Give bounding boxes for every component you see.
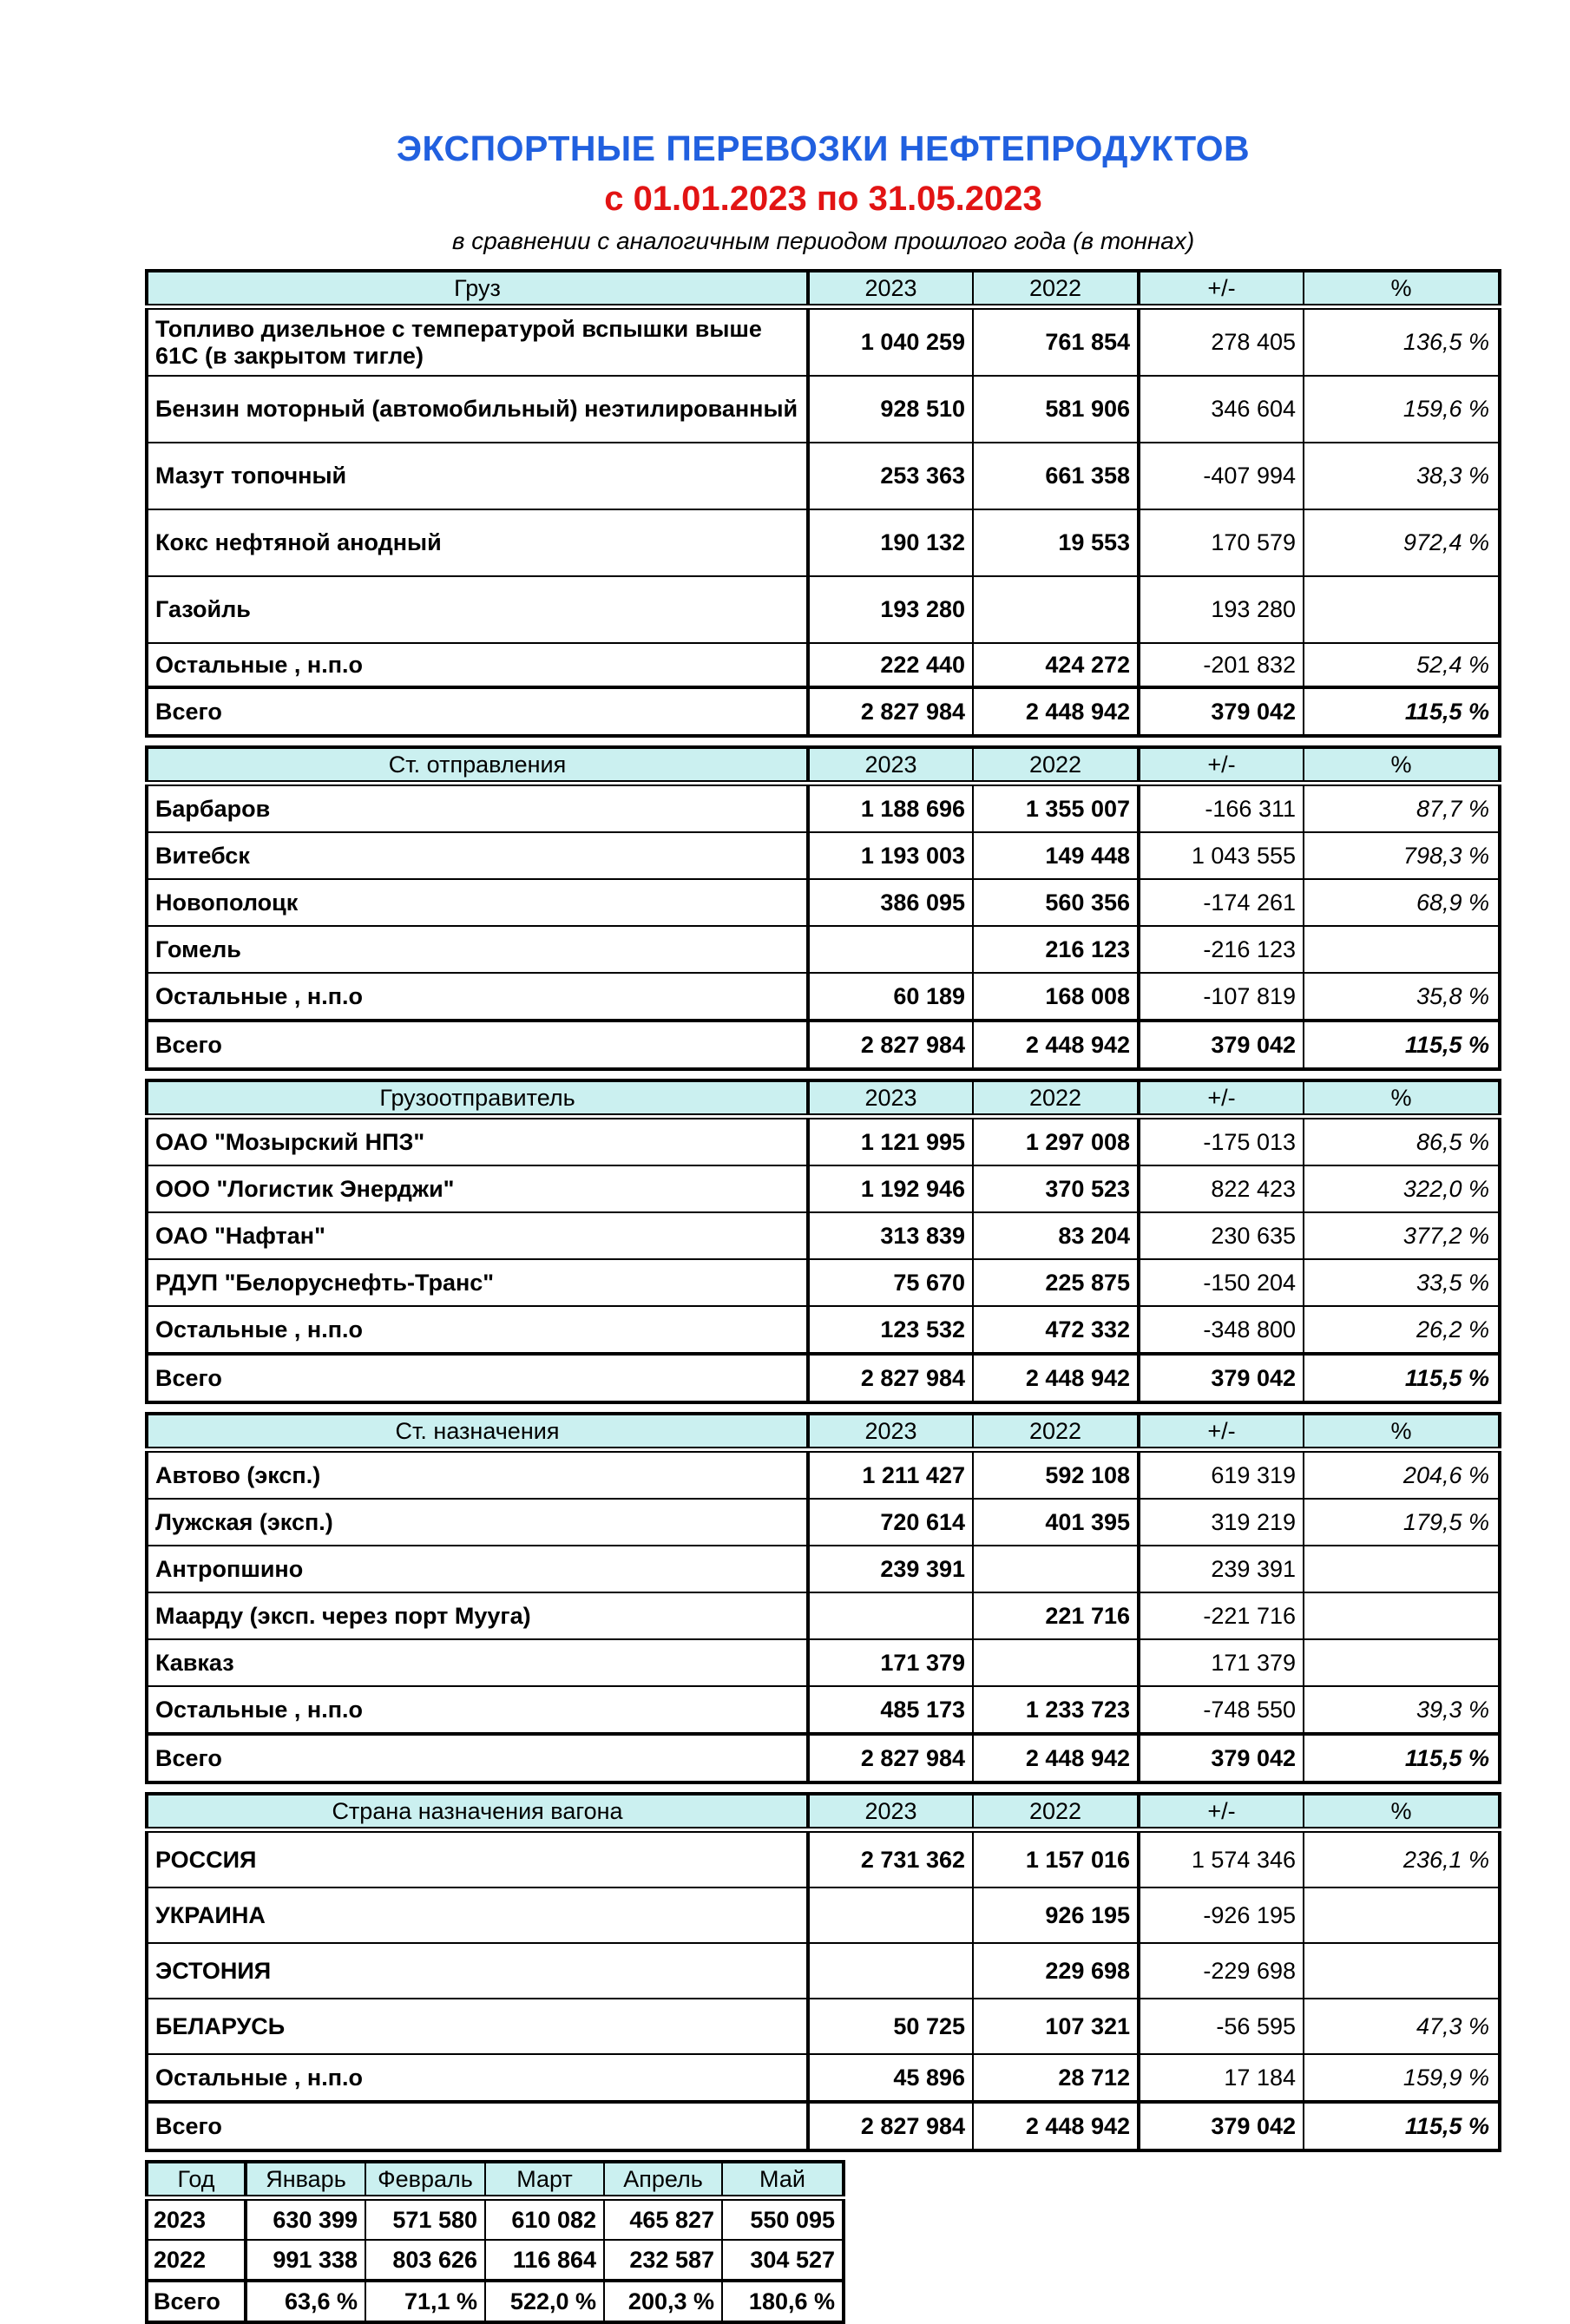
column-header: Грузоотправитель [147, 1080, 808, 1117]
cargo-table [145, 269, 1501, 738]
cell: ОАО "Нафтан" [147, 1212, 808, 1259]
cell: 170 579 [1139, 509, 1304, 576]
table-row [147, 1686, 1500, 1734]
column-header: 2022 [973, 747, 1139, 784]
cell: 2022 [147, 2240, 246, 2281]
cell: 2 448 942 [973, 1021, 1139, 1069]
cell [973, 1546, 1139, 1592]
cell: Новополоцк [147, 879, 808, 926]
column-header: +/- [1139, 1080, 1304, 1117]
cell: 304 527 [722, 2240, 844, 2281]
cell: Всего [147, 2281, 246, 2322]
cell: 17 184 [1139, 2054, 1304, 2102]
cell: 171 379 [808, 1639, 973, 1686]
total-row [147, 1734, 1500, 1782]
cell: 2023 [147, 2198, 246, 2241]
cell: 278 405 [1139, 307, 1304, 377]
cell: Кокс нефтяной анодный [147, 509, 808, 576]
cell: УКРАИНА [147, 1887, 808, 1943]
total-row [147, 2281, 844, 2322]
cell: 60 189 [808, 973, 973, 1021]
destination-station-table [145, 1412, 1501, 1784]
report-page [145, 0, 1501, 2324]
cell: 52,4 % [1304, 643, 1500, 687]
cell: 45 896 [808, 2054, 973, 2102]
cell: 313 839 [808, 1212, 973, 1259]
cell: 50 725 [808, 1999, 973, 2054]
cell: 136,5 % [1304, 307, 1500, 377]
cell: 71,1 % [365, 2281, 485, 2322]
cell: 171 379 [1139, 1639, 1304, 1686]
cell: 236,1 % [1304, 1830, 1500, 1888]
cell: 581 906 [973, 376, 1139, 443]
table-row [147, 1499, 1500, 1546]
column-header: % [1304, 1794, 1500, 1830]
table-header-row [147, 2162, 844, 2198]
cell: 216 123 [973, 926, 1139, 973]
cell: Автово (эксп.) [147, 1450, 808, 1500]
cell: 592 108 [973, 1450, 1139, 1500]
cell: 928 510 [808, 376, 973, 443]
cell: -166 311 [1139, 784, 1304, 833]
cell: Всего [147, 2102, 808, 2150]
cell: 179,5 % [1304, 1499, 1500, 1546]
table-header-row [147, 1414, 1500, 1450]
cell [1304, 926, 1500, 973]
cell [808, 1592, 973, 1639]
column-header: +/- [1139, 1794, 1304, 1830]
cell: Остальные , н.п.о [147, 973, 808, 1021]
cell: 193 280 [1139, 576, 1304, 643]
cell: 47,3 % [1304, 1999, 1500, 2054]
cell: 115,5 % [1304, 687, 1500, 736]
cell: 2 827 984 [808, 1021, 973, 1069]
cell: 991 338 [246, 2240, 365, 2281]
table-header-row [147, 271, 1500, 307]
cell: -221 716 [1139, 1592, 1304, 1639]
cell: 2 448 942 [973, 1354, 1139, 1402]
cell: 1 193 003 [808, 832, 973, 879]
table-row [147, 443, 1500, 509]
column-header: 2022 [973, 271, 1139, 307]
table-header-row [147, 1794, 1500, 1830]
table-row [147, 1450, 1500, 1500]
cell: 204,6 % [1304, 1450, 1500, 1500]
cell: 798,3 % [1304, 832, 1500, 879]
column-header: Апрель [604, 2162, 722, 2198]
cell: Топливо дизельное с температурой вспышки выше 61С (в закрытом тигле) [147, 307, 808, 377]
cell: 2 827 984 [808, 2102, 973, 2150]
cell: Остальные , н.п.о [147, 2054, 808, 2102]
cell [1304, 1639, 1500, 1686]
destination-country-table [145, 1792, 1501, 2152]
cell: 193 280 [808, 576, 973, 643]
cell: 322,0 % [1304, 1165, 1500, 1212]
cell: 379 042 [1139, 687, 1304, 736]
cell: Газойль [147, 576, 808, 643]
table-row [147, 1639, 1500, 1686]
table-row [147, 376, 1500, 443]
cell: -56 595 [1139, 1999, 1304, 2054]
table-header-row [147, 747, 1500, 784]
cell: Остальные , н.п.о [147, 1306, 808, 1354]
cell: -174 261 [1139, 879, 1304, 926]
cell: 63,6 % [246, 2281, 365, 2322]
cell: 115,5 % [1304, 1021, 1500, 1069]
table-row [147, 1117, 1500, 1166]
cell: 115,5 % [1304, 2102, 1500, 2150]
cell: 35,8 % [1304, 973, 1500, 1021]
cell [973, 576, 1139, 643]
cell: Всего [147, 1354, 808, 1402]
total-row [147, 1021, 1500, 1069]
cell: 239 391 [808, 1546, 973, 1592]
table-row [147, 1887, 1500, 1943]
table-row [147, 1830, 1500, 1888]
cell: 550 095 [722, 2198, 844, 2241]
cell: Антропшино [147, 1546, 808, 1592]
cell: 86,5 % [1304, 1117, 1500, 1166]
cell: 2 827 984 [808, 1354, 973, 1402]
cell: 1 192 946 [808, 1165, 973, 1212]
cell: 180,6 % [722, 2281, 844, 2322]
cell: 1 043 555 [1139, 832, 1304, 879]
column-header: 2023 [808, 1080, 973, 1117]
cell: Всего [147, 687, 808, 736]
cell [1304, 1887, 1500, 1943]
cell: Кавказ [147, 1639, 808, 1686]
table-row [147, 576, 1500, 643]
column-header: +/- [1139, 271, 1304, 307]
cell: 346 604 [1139, 376, 1304, 443]
cell: 2 731 362 [808, 1830, 973, 1888]
cell: Всего [147, 1021, 808, 1069]
cell: 168 008 [973, 973, 1139, 1021]
column-header: Страна назначения вагона [147, 1794, 808, 1830]
cell: 720 614 [808, 1499, 973, 1546]
cell [1304, 1943, 1500, 1999]
report-title: ЭКСПОРТНЫЕ ПЕРЕВОЗКИ НЕФТЕПРОДУКТОВ [396, 128, 1251, 168]
column-header: 2023 [808, 1794, 973, 1830]
cell: БЕЛАРУСЬ [147, 1999, 808, 2054]
cell: -748 550 [1139, 1686, 1304, 1734]
cell: 230 635 [1139, 1212, 1304, 1259]
cell: 370 523 [973, 1165, 1139, 1212]
table-row [147, 1259, 1500, 1306]
cell: 222 440 [808, 643, 973, 687]
cell: 386 095 [808, 879, 973, 926]
cell: -926 195 [1139, 1887, 1304, 1943]
cell: 1 233 723 [973, 1686, 1139, 1734]
cell: 571 580 [365, 2198, 485, 2241]
cell: Бензин моторный (автомобильный) неэтилированный [147, 376, 808, 443]
monthly-table [145, 2160, 845, 2324]
cell: Мазут топочный [147, 443, 808, 509]
cell: 560 356 [973, 879, 1139, 926]
cell: 39,3 % [1304, 1686, 1500, 1734]
table-row [147, 2198, 844, 2241]
cell: 2 827 984 [808, 687, 973, 736]
cell: -175 013 [1139, 1117, 1304, 1166]
cell: 159,9 % [1304, 2054, 1500, 2102]
cell: 2 448 942 [973, 687, 1139, 736]
column-header: 2022 [973, 1794, 1139, 1830]
table-row [147, 1306, 1500, 1354]
shipper-table [145, 1079, 1501, 1404]
cell: 803 626 [365, 2240, 485, 2281]
column-header: Груз [147, 271, 808, 307]
cell: Маарду (эксп. через порт Мууга) [147, 1592, 808, 1639]
cell: 19 553 [973, 509, 1139, 576]
cell: 26,2 % [1304, 1306, 1500, 1354]
table-row [147, 1999, 1500, 2054]
cell: 229 698 [973, 1943, 1139, 1999]
cell: -229 698 [1139, 1943, 1304, 1999]
cell: 630 399 [246, 2198, 365, 2241]
table-row [147, 307, 1500, 377]
cell: Барбаров [147, 784, 808, 833]
table-row [147, 1165, 1500, 1212]
cell: 239 391 [1139, 1546, 1304, 1592]
column-header: Март [485, 2162, 604, 2198]
column-header: Ст. отправления [147, 747, 808, 784]
cell: 1 211 427 [808, 1450, 973, 1500]
cell: 379 042 [1139, 1354, 1304, 1402]
cell: 1 574 346 [1139, 1830, 1304, 1888]
cell: 401 395 [973, 1499, 1139, 1546]
table-row [147, 1943, 1500, 1999]
cell: Лужская (эксп.) [147, 1499, 808, 1546]
cell: 1 157 016 [973, 1830, 1139, 1888]
table-row [147, 1546, 1500, 1592]
column-header: % [1304, 747, 1500, 784]
cell: 190 132 [808, 509, 973, 576]
total-row [147, 687, 1500, 736]
total-row [147, 2102, 1500, 2150]
cell: 75 670 [808, 1259, 973, 1306]
cell: 377,2 % [1304, 1212, 1500, 1259]
cell: Остальные , н.п.о [147, 1686, 808, 1734]
table-header-row [147, 1080, 1500, 1117]
cell: 379 042 [1139, 1021, 1304, 1069]
cell: 33,5 % [1304, 1259, 1500, 1306]
cell: 619 319 [1139, 1450, 1304, 1500]
cell: -216 123 [1139, 926, 1304, 973]
column-header: 2023 [808, 271, 973, 307]
table-row [147, 832, 1500, 879]
column-header: % [1304, 1414, 1500, 1450]
cell: Остальные , н.п.о [147, 643, 808, 687]
cell: 116 864 [485, 2240, 604, 2281]
cell: 661 358 [973, 443, 1139, 509]
table-row [147, 784, 1500, 833]
cell [808, 1943, 973, 1999]
cell: 253 363 [808, 443, 973, 509]
cell: 822 423 [1139, 1165, 1304, 1212]
cell: 1 355 007 [973, 784, 1139, 833]
table-row [147, 1212, 1500, 1259]
cell: 972,4 % [1304, 509, 1500, 576]
cell: РОССИЯ [147, 1830, 808, 1888]
cell: 1 121 995 [808, 1117, 973, 1166]
cell: 2 827 984 [808, 1734, 973, 1782]
cell: 465 827 [604, 2198, 722, 2241]
cell: 87,7 % [1304, 784, 1500, 833]
table-row [147, 973, 1500, 1021]
cell: 319 219 [1139, 1499, 1304, 1546]
cell: 28 712 [973, 2054, 1139, 2102]
cell: 424 272 [973, 643, 1139, 687]
cell: -348 800 [1139, 1306, 1304, 1354]
cell: 68,9 % [1304, 879, 1500, 926]
column-header: Январь [246, 2162, 365, 2198]
cell: -407 994 [1139, 443, 1304, 509]
cell: 472 332 [973, 1306, 1139, 1354]
total-row [147, 1354, 1500, 1402]
table-row [147, 2054, 1500, 2102]
cell: 522,0 % [485, 2281, 604, 2322]
cell: ООО "Логистик Энерджи" [147, 1165, 808, 1212]
column-header: Февраль [365, 2162, 485, 2198]
column-header: 2023 [808, 747, 973, 784]
cell: 200,3 % [604, 2281, 722, 2322]
cell: -107 819 [1139, 973, 1304, 1021]
column-header: 2022 [973, 1414, 1139, 1450]
cell [1304, 576, 1500, 643]
cell: -150 204 [1139, 1259, 1304, 1306]
cell: 485 173 [808, 1686, 973, 1734]
cell: 225 875 [973, 1259, 1139, 1306]
cell: 232 587 [604, 2240, 722, 2281]
cell: 159,6 % [1304, 376, 1500, 443]
cell [808, 1887, 973, 1943]
departure-station-table [145, 745, 1501, 1071]
cell: 761 854 [973, 307, 1139, 377]
cell [808, 926, 973, 973]
table-row [147, 643, 1500, 687]
cell: 221 716 [973, 1592, 1139, 1639]
cell: -201 832 [1139, 643, 1304, 687]
cell: Витебск [147, 832, 808, 879]
column-header: 2022 [973, 1080, 1139, 1117]
cell: 107 321 [973, 1999, 1139, 2054]
cell: 379 042 [1139, 1734, 1304, 1782]
cell: РДУП "Белоруснефть-Транс" [147, 1259, 808, 1306]
cell: 379 042 [1139, 2102, 1304, 2150]
cell: 1 297 008 [973, 1117, 1139, 1166]
table-row [147, 509, 1500, 576]
cell: 115,5 % [1304, 1734, 1500, 1782]
cell: 1 188 696 [808, 784, 973, 833]
column-header: Год [147, 2162, 246, 2198]
cell: 38,3 % [1304, 443, 1500, 509]
cell: ЭСТОНИЯ [147, 1943, 808, 1999]
cell: ОАО "Мозырский НПЗ" [147, 1117, 808, 1166]
column-header: % [1304, 271, 1500, 307]
column-header: Май [722, 2162, 844, 2198]
report-subtitle: в сравнении с аналогичным периодом прошлого года (в тоннах) [451, 227, 1195, 254]
cell: 2 448 942 [973, 2102, 1139, 2150]
cell [1304, 1592, 1500, 1639]
cell: 83 204 [973, 1212, 1139, 1259]
cell: 123 532 [808, 1306, 973, 1354]
column-header: +/- [1139, 747, 1304, 784]
cell: 115,5 % [1304, 1354, 1500, 1402]
cell: 610 082 [485, 2198, 604, 2241]
table-row [147, 926, 1500, 973]
cell: 926 195 [973, 1887, 1139, 1943]
cell: 2 448 942 [973, 1734, 1139, 1782]
column-header: 2023 [808, 1414, 973, 1450]
table-row [147, 879, 1500, 926]
report-period: с 01.01.2023 по 31.05.2023 [604, 180, 1042, 218]
cell: Гомель [147, 926, 808, 973]
cell: Всего [147, 1734, 808, 1782]
column-header: % [1304, 1080, 1500, 1117]
cell: 1 040 259 [808, 307, 973, 377]
cell [1304, 1546, 1500, 1592]
table-row [147, 1592, 1500, 1639]
table-row [147, 2240, 844, 2281]
column-header: Ст. назначения [147, 1414, 808, 1450]
cell: 149 448 [973, 832, 1139, 879]
cell [973, 1639, 1139, 1686]
column-header: +/- [1139, 1414, 1304, 1450]
